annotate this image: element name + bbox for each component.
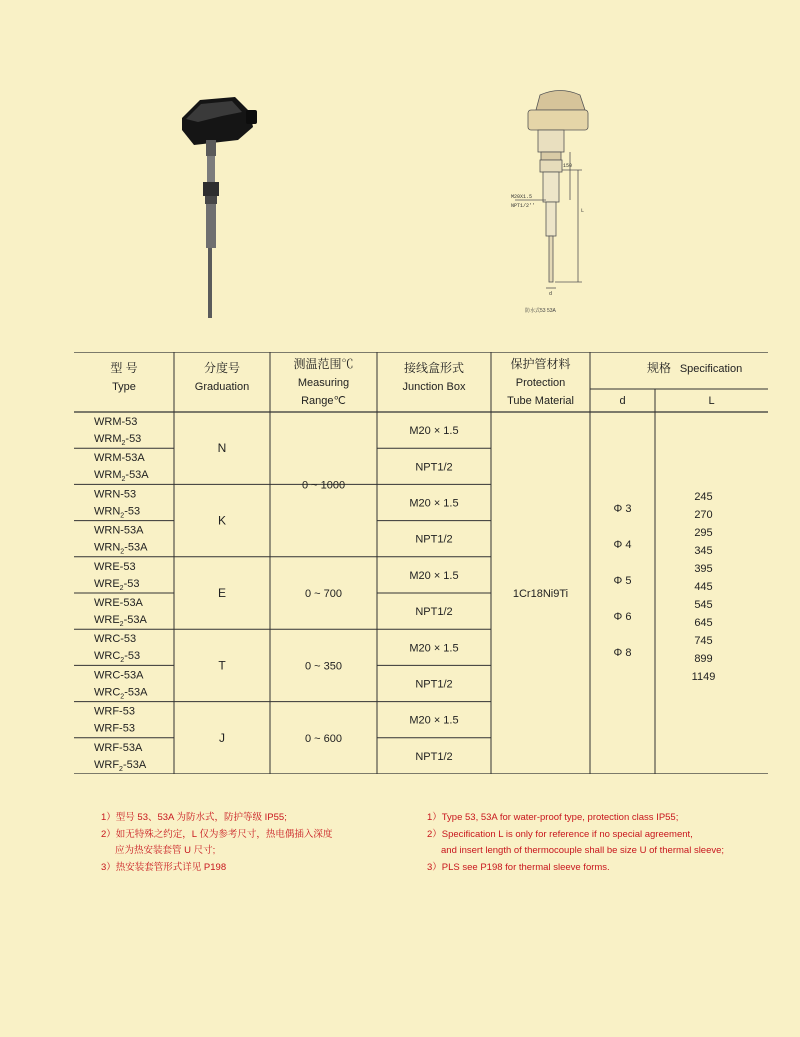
header-en: Tube Material	[507, 395, 574, 407]
spec-L-value: 395	[694, 563, 713, 575]
spec-L-value: 1149	[691, 671, 716, 683]
spec-L-value: 645	[694, 617, 713, 629]
type-code: WRF-53	[94, 722, 135, 735]
notes-english	[427, 810, 724, 876]
subheader-d: d	[619, 395, 626, 407]
junction-box-value: NPT1/2	[415, 678, 453, 691]
header-en: Type	[112, 381, 136, 393]
header-spec-en: Specification	[679, 363, 743, 375]
spec-L-value: 545	[694, 599, 713, 611]
specification-table	[74, 352, 768, 774]
graduation-value: N	[217, 441, 227, 456]
type-code: $WRN_2-53A$	[94, 541, 148, 556]
range-value: 0 ~ 700	[304, 588, 343, 600]
junction-box-value: M20 × 1.5	[409, 642, 459, 655]
spec-d-value: Φ 3	[613, 503, 632, 515]
spec-d-value: Φ 8	[613, 647, 632, 659]
spec-d-value: Φ 6	[613, 611, 632, 623]
thread-m20-label: M20X1.5	[511, 194, 533, 200]
header-cn: 测温范围℃	[293, 357, 354, 371]
header-cn: 接线盒形式	[403, 361, 465, 375]
junction-box-value: M20 × 1.5	[409, 425, 459, 438]
note-cn-1: 1）型号 53、53A 为防水式，防护等级 IP55;	[101, 812, 287, 823]
spec-d-value: Φ 5	[613, 575, 632, 587]
material-value: 1Cr18Ni9Ti	[512, 588, 569, 600]
header-en: Graduation	[194, 381, 250, 393]
graduation-value: J	[219, 730, 225, 745]
note-en-3: 3）PLS see P198 for thermal sleeve forms.	[427, 861, 610, 873]
notes-chinese	[101, 810, 332, 876]
type-code: $WRC_2-53A$	[94, 686, 148, 701]
junction-box-value: M20 × 1.5	[409, 714, 459, 727]
type-code: $WRC_2-53$	[94, 650, 141, 665]
product-figures	[0, 0, 800, 330]
range-value: 0 ~ 600	[304, 732, 343, 745]
type-code: $WRM_2-53A$	[94, 469, 149, 484]
spec-L-value: 245	[694, 491, 713, 503]
header-en: Range℃	[301, 395, 346, 407]
type-code: WRE-53	[94, 560, 136, 573]
type-code: $WRF_2-53A$	[94, 758, 147, 773]
spec-L-value: 295	[694, 527, 713, 539]
dim-150-label: 150	[563, 163, 573, 169]
graduation-value: T	[218, 658, 226, 673]
type-code: WRM-53A	[94, 452, 145, 465]
header-en: Junction Box	[402, 381, 466, 393]
junction-box-value: M20 × 1.5	[409, 497, 459, 510]
dimension-drawing	[515, 91, 588, 289]
header-en: Measuring	[297, 377, 350, 389]
note-cn-2-cont: 应为热安装套管 U 尺寸;	[115, 845, 216, 856]
graduation-value: K	[217, 513, 227, 528]
graduation-value: E	[217, 586, 227, 600]
dim-L-label: L	[581, 208, 585, 214]
type-code: WRF-53	[94, 705, 135, 718]
note-en-2-cont: and insert length of thermocouple shall be size U of thermal sleeve;	[441, 845, 725, 856]
thermocouple-photo	[182, 97, 257, 318]
type-code: WRN-53A	[94, 524, 144, 537]
type-code: $WRE_2-53$	[94, 577, 140, 592]
header-cn: 分度号	[203, 361, 241, 375]
note-en-1: 1）Type 53, 53A for water-proof type, protection class IP55;	[427, 812, 679, 823]
spec-L-value: 270	[694, 509, 713, 521]
junction-box-value: NPT1/2	[415, 606, 453, 619]
header-en: Protection	[515, 377, 566, 389]
header-cn: 型 号	[110, 361, 138, 375]
type-code: $WRM_2-53$	[94, 433, 142, 447]
spec-L-value: 345	[694, 545, 713, 557]
range-value: 0 ~ 1000	[301, 479, 346, 492]
junction-box-value: M20 × 1.5	[409, 569, 459, 582]
spec-L-value: 445	[694, 581, 713, 593]
thread-npt-label: NPT1/2''	[511, 203, 536, 209]
range-value: 0 ~ 350	[304, 660, 343, 673]
spec-L-value: 899	[694, 653, 713, 665]
junction-box-value: NPT1/2	[415, 461, 453, 474]
type-code: WRE-53A	[94, 597, 143, 609]
note-en-2: 2）Specification L is only for reference if no special agreement,	[427, 828, 693, 840]
type-code: $WRN_2-53$	[94, 505, 141, 520]
spec-d-value: Φ 4	[613, 539, 632, 551]
subheader-L: L	[708, 395, 715, 407]
note-cn-2: 2）如无特殊之约定，L 仅为参考尺寸，热电偶插入深度	[101, 828, 333, 840]
type-code: $WRE_2-53A$	[94, 614, 147, 628]
type-code: WRN-53	[94, 488, 137, 501]
junction-box-value: NPT1/2	[415, 533, 453, 546]
junction-box-value: NPT1/2	[415, 750, 453, 763]
type-code: WRC-53A	[94, 669, 144, 682]
note-cn-3: 3）热安装套管形式详见 P198	[101, 861, 227, 873]
type-code: WRM-53	[94, 416, 138, 428]
dim-d-label: d	[549, 291, 553, 297]
drawing-caption: 防水式53 53A	[525, 308, 556, 314]
header-spec-cn: 规格	[646, 361, 672, 375]
spec-L-value: 745	[694, 635, 713, 647]
type-code: WRF-53A	[94, 741, 143, 754]
type-code: WRC-53	[94, 633, 137, 646]
header-cn: 保护管材料	[510, 357, 571, 371]
